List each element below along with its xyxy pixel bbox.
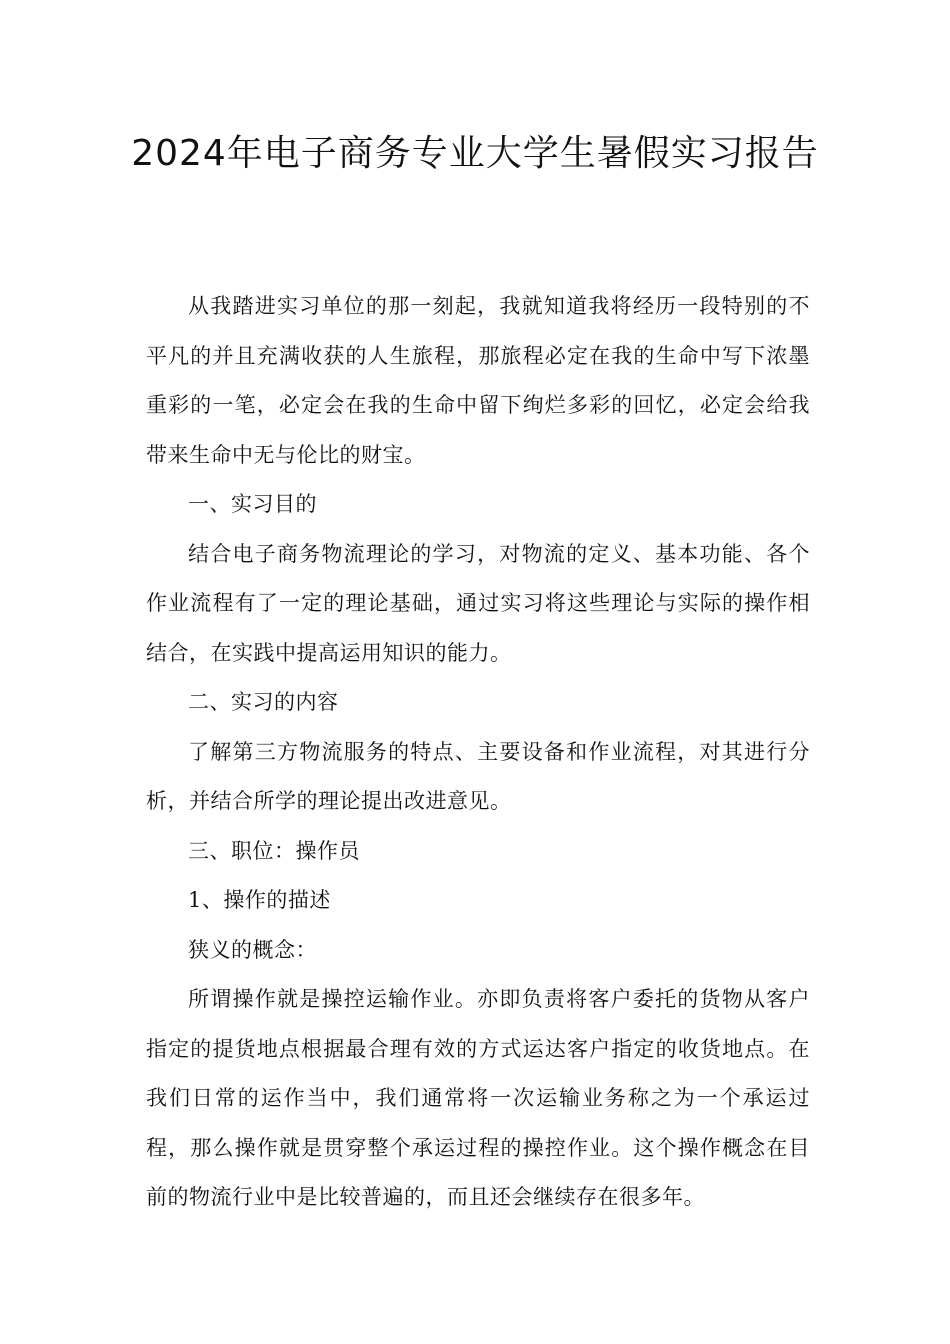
heading-position: 三、职位：操作员	[188, 838, 360, 863]
paragraph-intro: 从我踏进实习单位的那一刻起，我就知道我将经历一段特别的不平凡的并且充满收获的人生旅程，那旅程必定在我的生命中写下浓墨重彩的一笔，必定会在我的生命中留下绚烂多彩的回忆，必定会给我带来生命中无与伦比的财宝。	[146, 294, 810, 467]
heading-purpose: 一、实习目的	[188, 492, 317, 516]
document-title: 2024年电子商务专业大学生暑假实习报告	[131, 133, 819, 174]
heading-content: 二、实习的内容	[188, 690, 339, 714]
paragraph-content: 了解第三方物流服务的特点、主要设备和作业流程，对其进行分析，并结合所学的理论提出改进意见。	[146, 739, 810, 813]
paragraph-purpose: 结合电子商务物流理论的学习，对物流的定义、基本功能、各个作业流程有了一定的理论基础，通过实习将这些理论与实际的操作相结合，在实践中提高运用知识的能力。	[146, 541, 810, 665]
document-body	[146, 282, 810, 1223]
subheading-operation: 1、操作的描述	[188, 888, 331, 912]
subheading-narrow-concept: 狭义的概念：	[188, 937, 317, 962]
paragraph-operation: 所谓操作就是操控运输作业。亦即负责将客户委托的货物从客户指定的提货地点根据最合理有效的方式运达客户指定的收货地点。在我们日常的运作当中，我们通常将一次运输业务称之为一个承运过程，那么操作就是贯穿整个承运过程的操控作业。这个操作概念在目前的物流行业中是比较普遍的，而且还会继续存在很多年。	[146, 987, 810, 1209]
